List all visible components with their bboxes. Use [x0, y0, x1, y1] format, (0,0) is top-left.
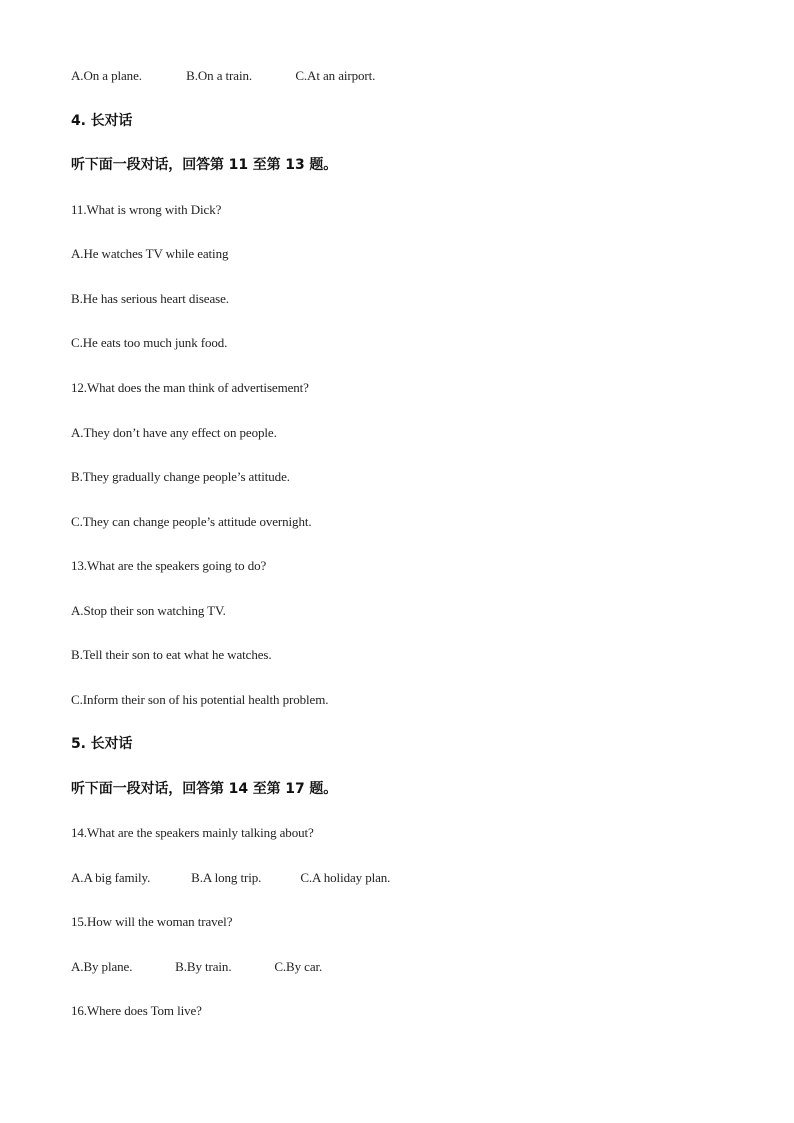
option-c: C.By car. [274, 959, 323, 974]
question-11-option-a: A.He watches TV while eating [71, 246, 229, 261]
option-b: B.A long trip. [191, 870, 262, 885]
question-12-option-c: C.They can change people’s attitude overnight. [71, 514, 312, 529]
option-c: C.At an airport. [295, 68, 376, 83]
question-12-option-b: B.They gradually change people’s attitude. [71, 469, 290, 484]
question-11-option-c: C.He eats too much junk food. [71, 335, 228, 350]
question-12-option-a: A.They don’t have any effect on people. [71, 425, 277, 440]
question-14-options [71, 870, 390, 886]
question-15-options [71, 959, 322, 975]
section-5-title: 5. 长对话 [71, 736, 133, 752]
question-13: 13.What are the speakers going to do? [71, 558, 267, 573]
option-a: A.By plane. [71, 959, 133, 974]
question-13-option-b: B.Tell their son to eat what he watches. [71, 647, 272, 662]
question-11-option-b: B.He has serious heart disease. [71, 291, 229, 306]
question-13-option-c: C.Inform their son of his potential health problem. [71, 692, 329, 707]
section-4-instruction: 听下面一段对话，回答第 11 至第 13 题。 [71, 157, 338, 173]
option-b: B.By train. [175, 959, 232, 974]
question-16: 16.Where does Tom live? [71, 1003, 202, 1018]
question-13-option-a: A.Stop their son watching TV. [71, 603, 226, 618]
question-10-options [71, 68, 375, 84]
section-5-instruction: 听下面一段对话，回答第 14 至第 17 题。 [71, 781, 338, 797]
question-12: 12.What does the man think of advertisement? [71, 380, 309, 395]
section-4-title: 4. 长对话 [71, 113, 133, 129]
question-14: 14.What are the speakers mainly talking about? [71, 825, 314, 840]
option-c: C.A holiday plan. [300, 870, 391, 885]
question-15: 15.How will the woman travel? [71, 914, 233, 929]
option-a: A.On a plane. [71, 68, 142, 83]
question-11: 11.What is wrong with Dick? [71, 202, 222, 217]
option-a: A.A big family. [71, 870, 151, 885]
option-b: B.On a train. [186, 68, 253, 83]
